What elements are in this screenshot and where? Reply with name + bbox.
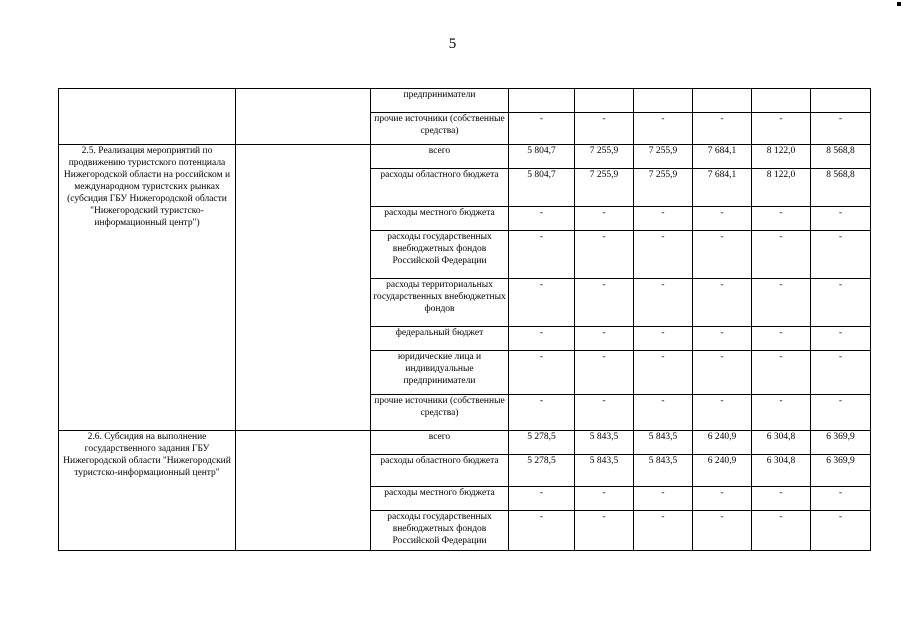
funding-source: расходы местного бюджета [371, 207, 509, 231]
value-cell: - [509, 395, 575, 431]
value-cell: 8 122,0 [752, 145, 811, 169]
value-cell: - [509, 351, 575, 395]
value-cell: - [752, 231, 811, 279]
value-cell: - [634, 395, 693, 431]
value-cell: - [693, 487, 752, 511]
funding-table [58, 88, 871, 551]
value-cell: - [634, 113, 693, 145]
value-cell: - [509, 113, 575, 145]
value-cell: 5 843,5 [634, 455, 693, 487]
value-cell: - [575, 487, 634, 511]
value-cell: - [509, 487, 575, 511]
corner-mark [897, 2, 901, 6]
value-cell: 6 304,8 [752, 431, 811, 455]
value-cell: - [752, 327, 811, 351]
funding-source: прочие источники (собственные средства) [371, 113, 509, 145]
table-row [59, 145, 871, 169]
value-cell: 5 843,5 [575, 431, 634, 455]
value-cell: - [811, 487, 871, 511]
funding-source: расходы областного бюджета [371, 169, 509, 207]
value-cell: 8 568,8 [811, 145, 871, 169]
value-cell: - [509, 231, 575, 279]
value-cell: - [575, 395, 634, 431]
table-row [59, 89, 871, 113]
funding-source: расходы территориальных государственных внебюджетных фондов [371, 279, 509, 327]
value-cell: 7 684,1 [693, 145, 752, 169]
executor-cell [236, 431, 371, 551]
value-cell [811, 89, 871, 113]
value-cell: - [752, 351, 811, 395]
value-cell: - [811, 351, 871, 395]
value-cell [575, 89, 634, 113]
funding-source: предприниматели [371, 89, 509, 113]
funding-source: юридические лица и индивидуальные предприниматели [371, 351, 509, 395]
value-cell: 6 240,9 [693, 431, 752, 455]
value-cell: - [693, 279, 752, 327]
value-cell: - [634, 279, 693, 327]
value-cell [509, 89, 575, 113]
value-cell: 7 255,9 [575, 145, 634, 169]
value-cell: - [693, 231, 752, 279]
value-cell: 5 278,5 [509, 455, 575, 487]
funding-source: всего [371, 145, 509, 169]
value-cell: 8 122,0 [752, 169, 811, 207]
value-cell: - [575, 511, 634, 551]
value-cell: 7 255,9 [575, 169, 634, 207]
value-cell: - [811, 207, 871, 231]
value-cell: - [575, 113, 634, 145]
value-cell: - [634, 231, 693, 279]
value-cell: - [811, 395, 871, 431]
value-cell: - [693, 207, 752, 231]
value-cell: - [634, 207, 693, 231]
value-cell: - [811, 279, 871, 327]
value-cell: - [752, 511, 811, 551]
value-cell: - [509, 511, 575, 551]
value-cell: - [693, 511, 752, 551]
table-row [59, 431, 871, 455]
value-cell: - [575, 279, 634, 327]
value-cell: - [811, 327, 871, 351]
value-cell [752, 89, 811, 113]
funding-source: прочие источники (собственные средства) [371, 395, 509, 431]
value-cell: - [575, 351, 634, 395]
value-cell: 7 684,1 [693, 169, 752, 207]
funding-source: расходы государственных внебюджетных фондов Российской Федерации [371, 511, 509, 551]
value-cell: - [752, 279, 811, 327]
value-cell [693, 89, 752, 113]
value-cell: - [509, 279, 575, 327]
value-cell: - [811, 231, 871, 279]
value-cell: - [693, 327, 752, 351]
measure-name-2-6: 2.6. Субсидия на выполнение государственного задания ГБУ Нижегородской области "Нижегородский туристско-информационный центр" [59, 431, 236, 551]
value-cell: - [693, 395, 752, 431]
value-cell: - [693, 351, 752, 395]
page-number: 5 [448, 36, 457, 52]
value-cell: - [634, 351, 693, 395]
funding-source: расходы областного бюджета [371, 455, 509, 487]
value-cell: - [509, 207, 575, 231]
value-cell: - [693, 113, 752, 145]
funding-source: всего [371, 431, 509, 455]
value-cell: - [575, 231, 634, 279]
value-cell: - [811, 511, 871, 551]
value-cell: 5 843,5 [575, 455, 634, 487]
funding-source: расходы государственных внебюджетных фондов Российской Федерации [371, 231, 509, 279]
value-cell: 6 240,9 [693, 455, 752, 487]
value-cell: - [634, 511, 693, 551]
value-cell: 5 278,5 [509, 431, 575, 455]
value-cell: 6 304,8 [752, 455, 811, 487]
value-cell: - [575, 207, 634, 231]
measure-name-cell [59, 89, 236, 145]
value-cell: - [752, 207, 811, 231]
value-cell: 5 804,7 [509, 169, 575, 207]
value-cell: 5 804,7 [509, 145, 575, 169]
funding-source: расходы местного бюджета [371, 487, 509, 511]
measure-name-2-5: 2.5. Реализация мероприятий по продвижению туристского потенциала Нижегородской области на российском и международном туристских рынках (субсидия ГБУ Нижегородской области "Нижегородский туристско-информационный центр") [59, 145, 236, 431]
value-cell: 5 843,5 [634, 431, 693, 455]
value-cell: - [752, 487, 811, 511]
value-cell: - [752, 395, 811, 431]
value-cell: - [634, 487, 693, 511]
value-cell: - [575, 327, 634, 351]
value-cell: 7 255,9 [634, 169, 693, 207]
value-cell: - [752, 113, 811, 145]
value-cell: 7 255,9 [634, 145, 693, 169]
value-cell: - [811, 113, 871, 145]
executor-cell [236, 145, 371, 431]
value-cell: - [509, 327, 575, 351]
value-cell: 6 369,9 [811, 431, 871, 455]
value-cell: 8 568,8 [811, 169, 871, 207]
funding-source: федеральный бюджет [371, 327, 509, 351]
executor-cell [236, 89, 371, 145]
value-cell: - [634, 327, 693, 351]
value-cell: 6 369,9 [811, 455, 871, 487]
value-cell [634, 89, 693, 113]
